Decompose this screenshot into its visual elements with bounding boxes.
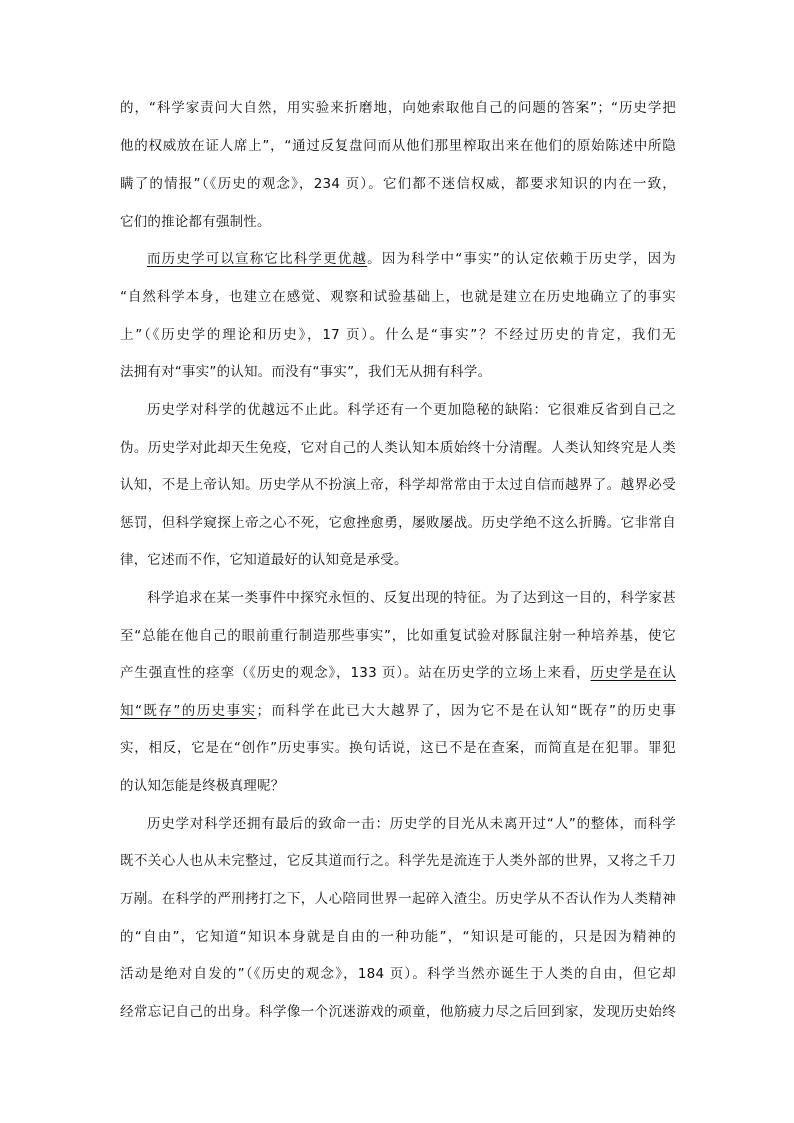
underlined-phrase: 而历史学可以宣称它比科学更优越 [147, 251, 368, 267]
text-line: 律，它述而不作，它知道最好的认知竟是承受。 [120, 552, 408, 568]
text-line: 瞒了的情报”（《历史的观念》，234 页）。它们都不迷信权威，都要求知识的内在一致， [120, 176, 676, 192]
underlined-phrase: 历史学是在认 [590, 665, 676, 681]
text-line: 活动是绝对自发的”（《历史的观念》，184 页）。科学当然亦诞生于人类的自由，但它却 [120, 966, 676, 982]
text-line: 惩罚，但科学窥探上帝之心不死，它愈挫愈勇，屡败屡战。历史学绝不这么折腾。它非常自 [120, 515, 676, 531]
text-line: 既不关心人也从未完整过，它反其道而行之。科学先是流连于人类外部的世界，又将之千刀 [120, 853, 676, 869]
text-line: 历史学对科学还拥有最后的致命一击：历史学的目光从未离开过“人”的整体，而科学 [147, 816, 676, 832]
text-line: 法拥有对“事实”的认知。而没有“事实”，我们无从拥有科学。 [120, 364, 492, 380]
text-line: 的，“科学家责问大自然，用实验来折磨地，向她索取他自己的问题的答案”；“历史学把 [120, 100, 676, 116]
text-line: 他的权威放在证人席上”，“通过反复盘问而从他们那里榨取出来在他们的原始陈述中所隐 [120, 138, 676, 154]
text-line: 科学追求在某一类事件中探究永恒的、反复出现的特征。为了达到这一目的，科学家甚 [147, 590, 676, 606]
text-line: 伪。历史学对此却天生免疫，它对自己的人类认知本质始终十分清醒。人类认知终究是人类 [120, 440, 676, 456]
text-line: 的认知怎能是终极真理呢？ [120, 778, 285, 794]
text-line: “自然科学本身，也建立在感觉、观察和试验基础上，也就是建立在历史地确立了的事实 [120, 289, 676, 305]
text-line: 历史学对科学的优越远不止此。科学还有一个更加隐秘的缺陷：它很难反省到自己之 [147, 402, 676, 418]
text-line: 知“既存”的历史事实；而科学在此已大大越界了，因为它不是在认知“既存”的历史事 [120, 703, 676, 719]
text-line: 认知，不是上帝认知。历史学从不扮演上帝，科学却常常由于太过自信而越界了。越界必受 [120, 477, 676, 493]
text-line: 上”（《历史学的理论和历史》，17 页）。什么是“事实”？不经过历史的肯定，我们无 [120, 327, 676, 343]
text-line: 而历史学可以宣称它比科学更优越。因为科学中“事实”的认定依赖于历史学，因为 [147, 251, 676, 267]
text-line: 产生强直性的痉挛（《历史的观念》，133 页）。站在历史学的立场上来看，历史学是在认 [120, 665, 676, 681]
text-line: 万剐。在科学的严刑拷打之下，人心陪同世界一起碎入渣尘。历史学从不否认作为人类精神 [120, 891, 676, 907]
underlined-phrase: 知“既存”的历史事实 [120, 703, 257, 719]
text-line: 至“总能在他自己的眼前重行制造那些事实”，比如重复试验对豚鼠注射一种培养基，使它 [120, 628, 676, 644]
text-line: 经常忘记自己的出身。科学像一个沉迷游戏的顽童，他筋疲力尽之后回到家，发现历史始终 [120, 1004, 676, 1020]
text-line: 它们的推论都有强制性。 [120, 214, 271, 230]
text-line: 实，相反，它是在“创作”历史事实。换句话说，这已不是在查案，而简直是在犯罪。罪犯 [120, 740, 676, 756]
text-line: 的“自由”，它知道“知识本身就是自由的一种功能”，“知识是可能的，只是因为精神的 [120, 929, 676, 945]
